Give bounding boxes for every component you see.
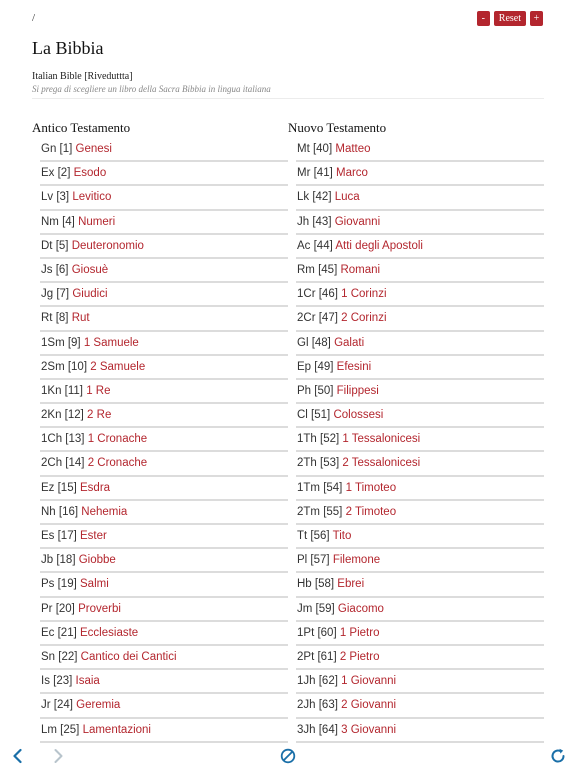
book-list-item: [40, 598, 288, 622]
book-code: 2Ch [14]: [41, 457, 85, 470]
book-list-item: [296, 525, 544, 549]
book-list-item: [296, 477, 544, 501]
book-code: 2Jh [63]: [297, 699, 338, 712]
book-list-item: [296, 259, 544, 283]
book-code: Js [6]: [41, 263, 69, 276]
book-list-item: [40, 259, 288, 283]
book-list-item: [296, 307, 544, 331]
book-link[interactable]: Numeri: [78, 215, 116, 228]
book-list-item: [296, 694, 544, 718]
chevron-left-icon[interactable]: [8, 746, 28, 766]
book-link[interactable]: 1 Cronache: [87, 433, 148, 446]
book-code: Gn [1]: [41, 143, 73, 155]
book-list-item: [296, 404, 544, 428]
old-testament-column: [32, 118, 288, 743]
book-code: 1Ch [13]: [41, 433, 85, 446]
book-list-item: [40, 211, 288, 235]
book-link[interactable]: Giovanni: [334, 215, 381, 228]
book-link[interactable]: Atti degli Apostoli: [335, 239, 423, 252]
book-code: Nh [16]: [41, 505, 79, 518]
book-link[interactable]: Lamentazioni: [82, 723, 151, 736]
book-code: Nm [4]: [41, 215, 75, 228]
book-code: Dt [5]: [41, 239, 69, 252]
book-list-item: [296, 162, 544, 186]
book-link[interactable]: Proverbi: [78, 602, 121, 615]
book-link[interactable]: Giudici: [72, 288, 108, 301]
book-link[interactable]: Deuteronomio: [71, 239, 144, 252]
book-code: Tt [56]: [297, 530, 330, 542]
new-testament-heading: Nuovo Testamento: [288, 120, 387, 135]
book-link[interactable]: Esdra: [80, 481, 111, 494]
book-list-item: [296, 186, 544, 210]
book-list-item: [40, 186, 288, 210]
book-code: Ac [44]: [297, 239, 333, 252]
book-list-item: [296, 501, 544, 525]
book-list-item: [40, 573, 288, 597]
book-link[interactable]: Ester: [80, 530, 107, 542]
book-list-item: [296, 719, 544, 743]
book-link[interactable]: Esodo: [73, 167, 107, 180]
book-code: Jr [24]: [41, 699, 73, 712]
book-link[interactable]: 2 Tessalonicesi: [342, 457, 421, 470]
book-list-item: [40, 162, 288, 186]
book-code: Sn [22]: [41, 650, 78, 663]
book-code: 2Th [53]: [297, 457, 340, 470]
book-link[interactable]: Giobbe: [78, 554, 116, 567]
book-code: 3Jh [64]: [297, 723, 338, 736]
book-code: 1Th [52]: [297, 433, 340, 446]
book-code: 1Cr [46]: [297, 288, 338, 301]
book-link[interactable]: 1 Samuele: [83, 336, 139, 349]
book-list-item: [40, 283, 288, 307]
book-code: Is [23]: [41, 675, 73, 688]
old-testament-heading: Antico Testamento: [32, 120, 131, 135]
book-list-item: [40, 719, 288, 743]
book-list-item: [40, 428, 288, 452]
book-link[interactable]: 2 Pietro: [339, 650, 380, 663]
book-link[interactable]: 2 Giovanni: [341, 699, 397, 712]
book-link[interactable]: 2 Samuele: [90, 360, 146, 373]
book-link[interactable]: 1 Pietro: [339, 626, 380, 639]
book-list-item: [296, 428, 544, 452]
book-list-item: [40, 356, 288, 380]
breadcrumb[interactable]: /: [32, 12, 36, 24]
chevron-right-icon[interactable]: [48, 746, 68, 766]
book-code: Ec [21]: [41, 626, 77, 639]
book-link[interactable]: 1 Corinzi: [341, 288, 387, 301]
book-list-item: [296, 452, 544, 476]
book-code: 2Sm [10]: [41, 360, 88, 373]
book-code: Ep [49]: [297, 360, 334, 373]
book-code: Jb [18]: [41, 554, 76, 567]
font-decrease-button[interactable]: -: [477, 11, 490, 26]
book-link[interactable]: Nehemia: [81, 505, 128, 518]
book-link[interactable]: 1 Giovanni: [341, 675, 397, 688]
book-link[interactable]: Genesi: [75, 143, 112, 155]
book-code: 1Jh [62]: [297, 675, 338, 688]
book-list-item: [296, 356, 544, 380]
book-code: Ph [50]: [297, 384, 334, 397]
no-entry-icon[interactable]: [278, 746, 298, 766]
book-list-item: [40, 501, 288, 525]
book-link[interactable]: Salmi: [80, 578, 109, 591]
book-list-item: [296, 138, 544, 162]
book-list-item: [40, 332, 288, 356]
book-list-item: [296, 646, 544, 670]
page-header: [32, 38, 544, 94]
font-reset-button[interactable]: Reset: [494, 11, 526, 26]
book-list-item: [40, 404, 288, 428]
book-list-item: [40, 452, 288, 476]
book-list-item: [296, 235, 544, 259]
book-link[interactable]: Efesini: [336, 360, 372, 373]
book-list-item: [40, 694, 288, 718]
book-list-item: [40, 235, 288, 259]
book-link[interactable]: Isaia: [75, 675, 100, 688]
book-list-item: [40, 549, 288, 573]
book-link[interactable]: Levitico: [72, 191, 112, 204]
book-list-item: [296, 670, 544, 694]
book-code: 2Tm [55]: [297, 505, 343, 518]
book-link[interactable]: Matteo: [335, 143, 371, 155]
book-list-item: [40, 380, 288, 404]
book-link[interactable]: Marco: [336, 167, 368, 180]
book-list-item: [296, 211, 544, 235]
reload-icon[interactable]: [548, 746, 568, 766]
book-link[interactable]: 1 Re: [86, 384, 111, 397]
book-code: 2Cr [47]: [297, 312, 338, 325]
book-list-item: [296, 598, 544, 622]
book-code: Es [17]: [41, 530, 77, 542]
book-link[interactable]: 3 Giovanni: [341, 723, 397, 736]
book-link[interactable]: 2 Cronache: [87, 457, 148, 470]
book-link[interactable]: Romani: [340, 263, 381, 276]
book-link[interactable]: 1 Timoteo: [345, 481, 397, 494]
book-list-item: [40, 525, 288, 549]
page-instruction: Si prega di scegliere un libro della Sacra Bibbia in lingua italiana: [32, 84, 271, 94]
book-link[interactable]: Filippesi: [336, 384, 379, 397]
header-divider: [32, 98, 544, 99]
book-code: Lm [25]: [41, 723, 80, 736]
book-code: 1Tm [54]: [297, 481, 343, 494]
book-code: Pl [57]: [297, 554, 330, 567]
book-code: 2Kn [12]: [41, 409, 84, 422]
book-list-item: [40, 477, 288, 501]
new-testament-column: [288, 118, 544, 743]
top-bar: [0, 0, 576, 32]
book-code: Lk [42]: [297, 191, 332, 204]
font-increase-button[interactable]: +: [530, 11, 543, 26]
book-code: Ex [2]: [41, 167, 71, 180]
font-size-controls: [477, 11, 543, 26]
bottom-toolbar: [0, 744, 576, 768]
book-code: 2Pt [61]: [297, 650, 337, 663]
book-list-item: [40, 646, 288, 670]
book-link[interactable]: 2 Re: [87, 409, 112, 422]
book-link[interactable]: Tito: [332, 530, 352, 542]
book-code: 1Kn [11]: [41, 384, 83, 397]
book-link[interactable]: Rut: [71, 312, 90, 325]
book-list-item: [296, 549, 544, 573]
book-code: Mr [41]: [297, 167, 333, 180]
book-link[interactable]: 2 Corinzi: [341, 312, 387, 325]
book-code: Jg [7]: [41, 288, 70, 301]
book-link[interactable]: Luca: [334, 191, 360, 204]
book-link[interactable]: Galati: [334, 336, 365, 349]
page-subtitle: Italian Bible [Riveduttta]: [32, 71, 133, 82]
old-testament-list: [32, 138, 288, 743]
book-code: Mt [40]: [297, 143, 333, 155]
book-list-item: [296, 283, 544, 307]
book-link[interactable]: Giacomo: [337, 602, 384, 615]
book-link[interactable]: Filemone: [332, 554, 381, 567]
book-code: Lv [3]: [41, 191, 70, 204]
book-code: 1Sm [9]: [41, 336, 81, 349]
book-link[interactable]: 2 Timoteo: [345, 505, 397, 518]
book-list-item: [296, 332, 544, 356]
book-link[interactable]: Ecclesiaste: [80, 626, 139, 639]
book-list-item: [40, 307, 288, 331]
book-code: Cl [51]: [297, 409, 331, 422]
page-title: La Bibbia: [32, 38, 104, 58]
book-link[interactable]: 1 Tessalonicesi: [342, 433, 421, 446]
book-code: Gl [48]: [297, 336, 331, 349]
book-code: Jm [59]: [297, 602, 335, 615]
book-list-item: [296, 622, 544, 646]
new-testament-list: [288, 138, 544, 743]
book-code: Hb [58]: [297, 578, 335, 591]
book-list-item: [40, 670, 288, 694]
book-code: Rm [45]: [297, 263, 338, 276]
book-code: 1Pt [60]: [297, 626, 337, 639]
book-link[interactable]: Geremia: [76, 699, 121, 712]
book-link[interactable]: Colossesi: [333, 409, 384, 422]
book-link[interactable]: Giosuè: [71, 263, 109, 276]
book-link[interactable]: Cantico dei Cantici: [80, 650, 177, 663]
book-code: Ez [15]: [41, 481, 77, 494]
book-list-item: [40, 622, 288, 646]
book-list-item: [296, 380, 544, 404]
book-code: Ps [19]: [41, 578, 77, 591]
book-code: Rt [8]: [41, 312, 69, 325]
book-list-item: [296, 573, 544, 597]
book-link[interactable]: Ebrei: [337, 578, 365, 591]
book-list-item: [40, 138, 288, 162]
book-code: Jh [43]: [297, 215, 332, 228]
book-code: Pr [20]: [41, 602, 75, 615]
